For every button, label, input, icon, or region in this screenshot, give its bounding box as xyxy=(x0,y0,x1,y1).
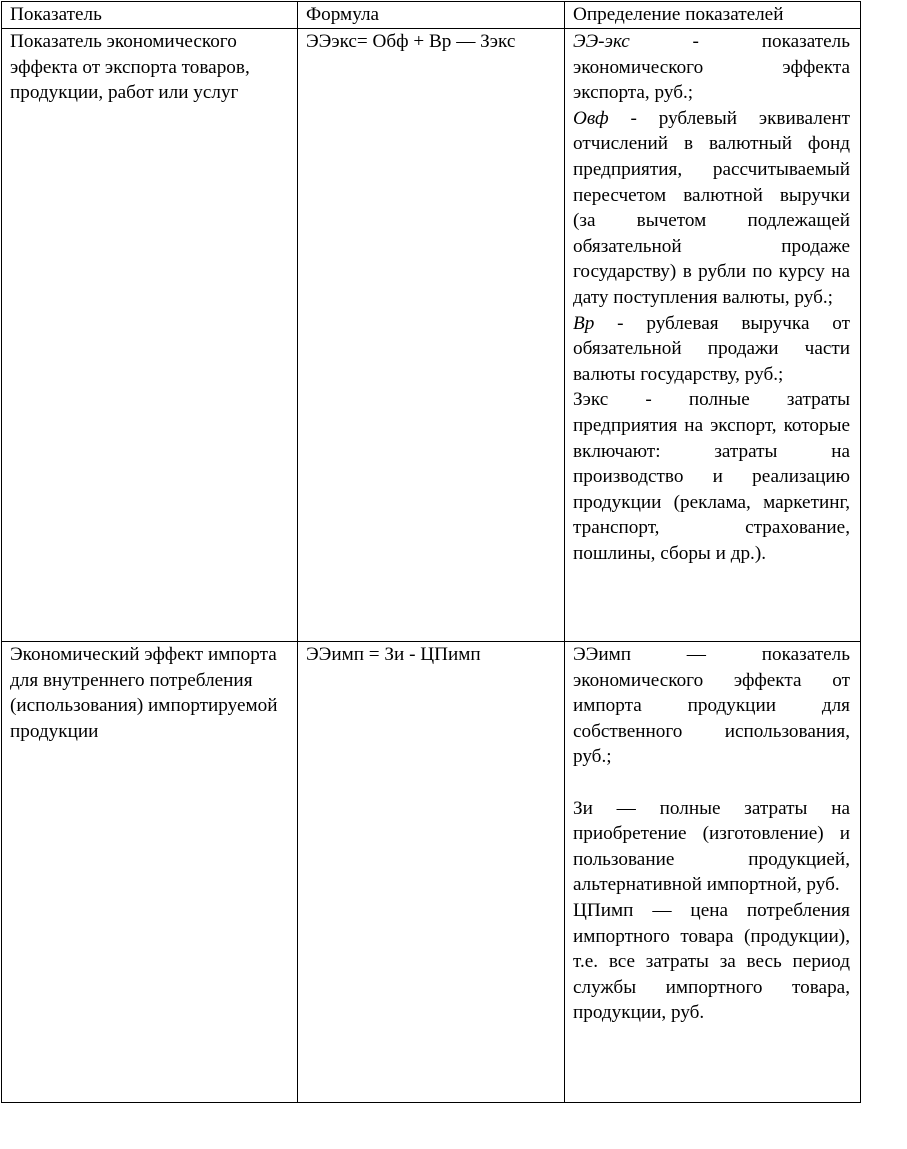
definition-text: Зэкс - полные затраты предприятия на экспорт, которые включают: затраты на производство и реализацию продукции (реклама, маркетинг, транспорт, страхование, пошлины, сборы и др.). xyxy=(573,389,850,564)
definition-text: Зи — полные затраты на приобретение (изготовление) и пользование продукцией, альтернативной импортной, руб. xyxy=(573,797,850,896)
definition-item xyxy=(573,796,850,898)
definition-item xyxy=(573,387,850,566)
paragraph-gap xyxy=(573,770,850,796)
definition-item xyxy=(573,642,850,770)
definition-text: - рублевый эквивалент отчислений в валютный фонд предприятия, рассчитываемый пересчетом валютной выручки (за вычетом подлежащей обязательной продаже государству) в рубли по курсу на дату поступления валюты, руб.; xyxy=(573,107,850,308)
definition-item xyxy=(573,29,850,106)
table-row xyxy=(2,642,861,1103)
formula-cell: ЭЭэкс= Обф + Вр — Зэкс xyxy=(298,29,565,642)
indicator-cell: Экономический эффект импорта для внутреннего потребления (использования) импортируемой продукции xyxy=(2,642,298,1103)
definition-cell xyxy=(565,642,861,1103)
indicator-cell: Показатель экономического эффекта от экспорта товаров, продукции, работ или услуг xyxy=(2,29,298,642)
definition-item xyxy=(573,106,850,311)
definition-term: Овф xyxy=(573,107,609,129)
definition-text: - показатель экономического эффекта экспорта, руб.; xyxy=(573,31,850,104)
header-formula: Формула xyxy=(298,2,565,29)
definition-text: ЭЭимп — показатель экономического эффекта от импорта продукции для собственного использования, руб.; xyxy=(573,644,850,768)
table-header-row xyxy=(2,2,861,29)
definition-item xyxy=(573,311,850,388)
header-indicator: Показатель xyxy=(2,2,298,29)
header-definition: Определение показателей xyxy=(565,2,861,29)
definition-cell xyxy=(565,29,861,642)
indicators-table xyxy=(1,1,861,1103)
table-row xyxy=(2,29,861,642)
definition-term: ЭЭ-экс xyxy=(573,31,630,52)
definition-text: ЦПимп — цена потребления импортного товара (продукции), т.е. все затраты за весь период службы импортного товара, продукции, руб. xyxy=(573,899,850,1024)
formula-cell: ЭЭимп = Зи - ЦПимп xyxy=(298,642,565,1103)
definition-item xyxy=(573,898,850,1026)
definition-term: Вр xyxy=(573,312,595,334)
definition-text: - рублевая выручка от обязательной продажи части валюты государству, руб.; xyxy=(573,312,850,385)
